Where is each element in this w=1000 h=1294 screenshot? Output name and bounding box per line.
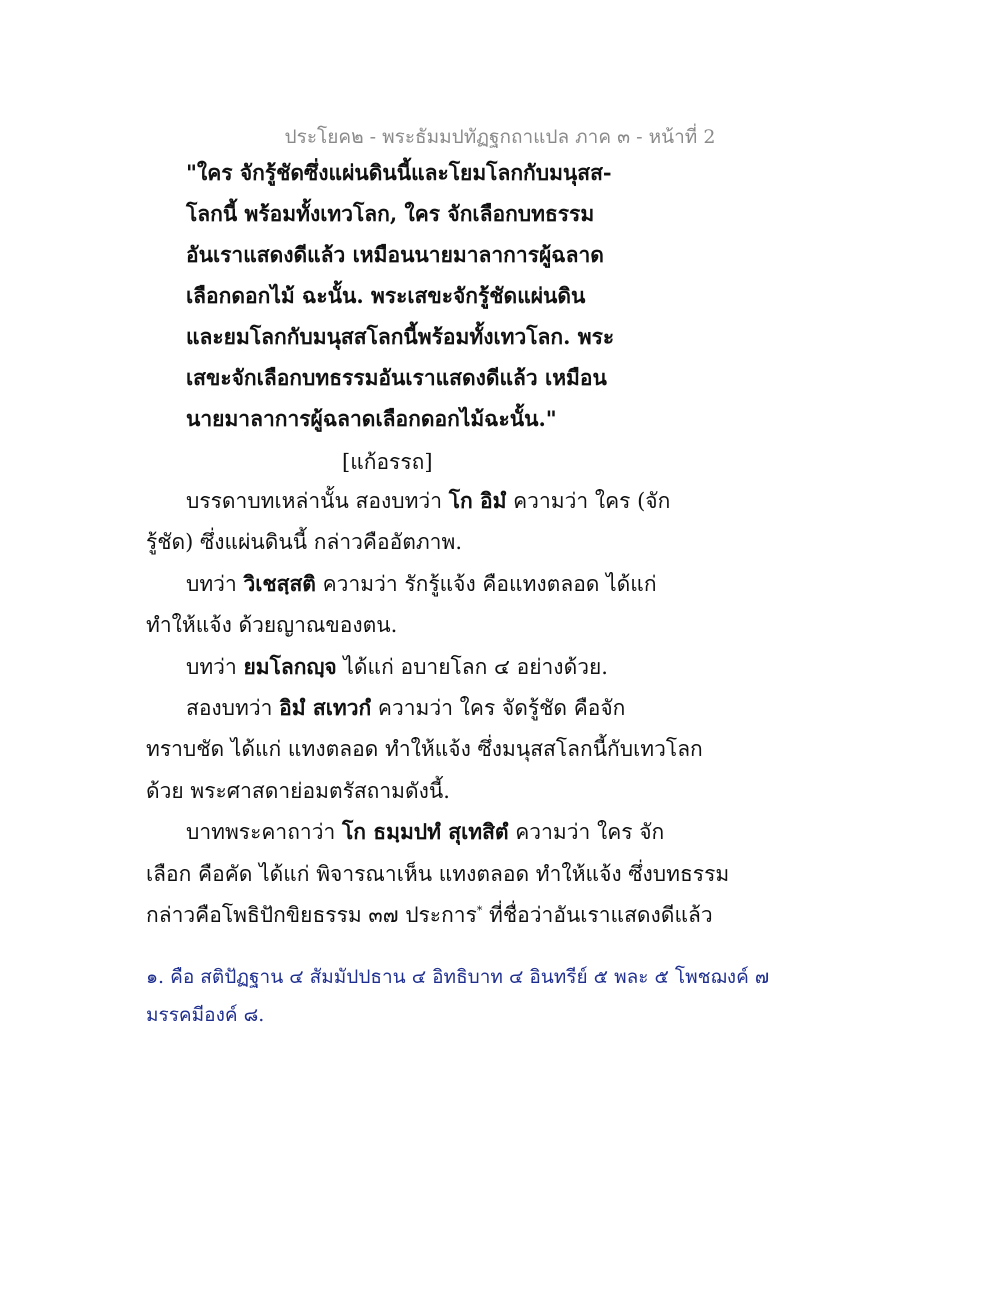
verse-line: อันเราแสดงดีแล้ว เหมือนนายมาลาการผู้ฉลาด bbox=[186, 242, 604, 267]
body-line bbox=[0, 652, 1000, 693]
body-text: ที่ชื่อว่าอันเราแสดงดีแล้ว bbox=[482, 902, 713, 927]
footnote-line: มรรคมีองค์ ๘. bbox=[146, 1004, 265, 1026]
body-text: บทว่า bbox=[186, 571, 244, 596]
pali-term: โก ธมฺมปทํ สุเทสิตํ bbox=[341, 819, 509, 845]
body-text: กล่าวคือโพธิปักขิยธรรม ๓๗ ประการ bbox=[146, 902, 477, 927]
verse-line: เลือกดอกไม้ ฉะนั้น. พระเสขะจักรู้ชัดแผ่นดิน bbox=[186, 283, 586, 308]
body-line bbox=[0, 900, 1000, 941]
body-line bbox=[0, 486, 1000, 527]
pali-term: อิมํ สเทวกํ bbox=[279, 694, 372, 720]
footnote-line: ๑. คือ สติปัฏฐาน ๔ สัมมัปปธาน ๔ อิทธิบาท ๔ อินทรีย์ ๕ พละ ๕ โพชฌงค์ ๗ bbox=[146, 966, 770, 988]
footnote-marker: * bbox=[476, 903, 483, 917]
body-text: ความว่า รักรู้แจ้ง คือแทงตลอด ได้แก่ bbox=[315, 571, 657, 596]
pali-term: ยมโลกญฺจ bbox=[243, 653, 337, 679]
body-text: บาทพระคาถาว่า bbox=[186, 820, 342, 845]
body-line: รู้ชัด) ซึ่งแผ่นดินนี้ กล่าวคืออัตภาพ. bbox=[146, 530, 462, 555]
body-line: ทำให้แจ้ง ด้วยญาณของตน. bbox=[146, 613, 398, 638]
verse-line: โลกนี้ พร้อมทั้งเทวโลก, ใคร จักเลือกบทธรรม bbox=[186, 201, 595, 226]
body-line bbox=[0, 569, 1000, 610]
verse-block bbox=[186, 158, 614, 445]
verse-line: "ใคร จักรู้ชัดซึ่งแผ่นดินนี้และโยมโลกกับมนุสส- bbox=[186, 160, 612, 185]
footnote bbox=[146, 962, 769, 1038]
body-text: ความว่า ใคร จัก bbox=[508, 820, 665, 845]
body-text: สองบทว่า bbox=[186, 695, 280, 720]
section-title: [แก้อรรถ] bbox=[342, 450, 433, 474]
body-text: ความว่า ใคร (จัก bbox=[506, 489, 671, 513]
verse-line: และยมโลกกับมนุสสโลกนี้พร้อมทั้งเทวโลก. พระ bbox=[186, 324, 615, 349]
body-line bbox=[0, 693, 1000, 734]
body-text: ได้แก่ อบายโลก ๔ อย่างด้วย. bbox=[336, 654, 608, 679]
verse-line: เสขะจักเลือกบทธรรมอันเราแสดงดีแล้ว เหมือน bbox=[186, 365, 607, 390]
body-text: บรรดาบทเหล่านั้น สองบทว่า bbox=[186, 489, 449, 513]
body-line: เลือก คือคัด ได้แก่ พิจารณาเห็น แทงตลอด ทำให้แจ้ง ซึ่งบทธรรม bbox=[146, 861, 730, 886]
body-line: ทราบชัด ได้แก่ แทงตลอด ทำให้แจ้ง ซึ่งมนุสสโลกนี้กับเทวโลก bbox=[146, 737, 703, 762]
pali-term: วิเชสฺสติ bbox=[243, 570, 316, 596]
body-line bbox=[0, 817, 1000, 858]
page-header: ประโยค๒ - พระธัมมปทัฏฐกถาแปล ภาค ๓ - หน้าที่ 2 bbox=[284, 126, 716, 148]
pali-term: โก อิมํ bbox=[448, 488, 507, 513]
body-text: บทว่า bbox=[186, 654, 244, 679]
body-text: ความว่า ใคร จัดรู้ชัด คือจัก bbox=[371, 695, 626, 720]
commentary-body bbox=[0, 486, 1000, 941]
body-line: ด้วย พระศาสดาย่อมตรัสถามดังนี้. bbox=[146, 778, 450, 803]
verse-line: นายมาลาการผู้ฉลาดเลือกดอกไม้ฉะนั้น." bbox=[186, 406, 557, 431]
